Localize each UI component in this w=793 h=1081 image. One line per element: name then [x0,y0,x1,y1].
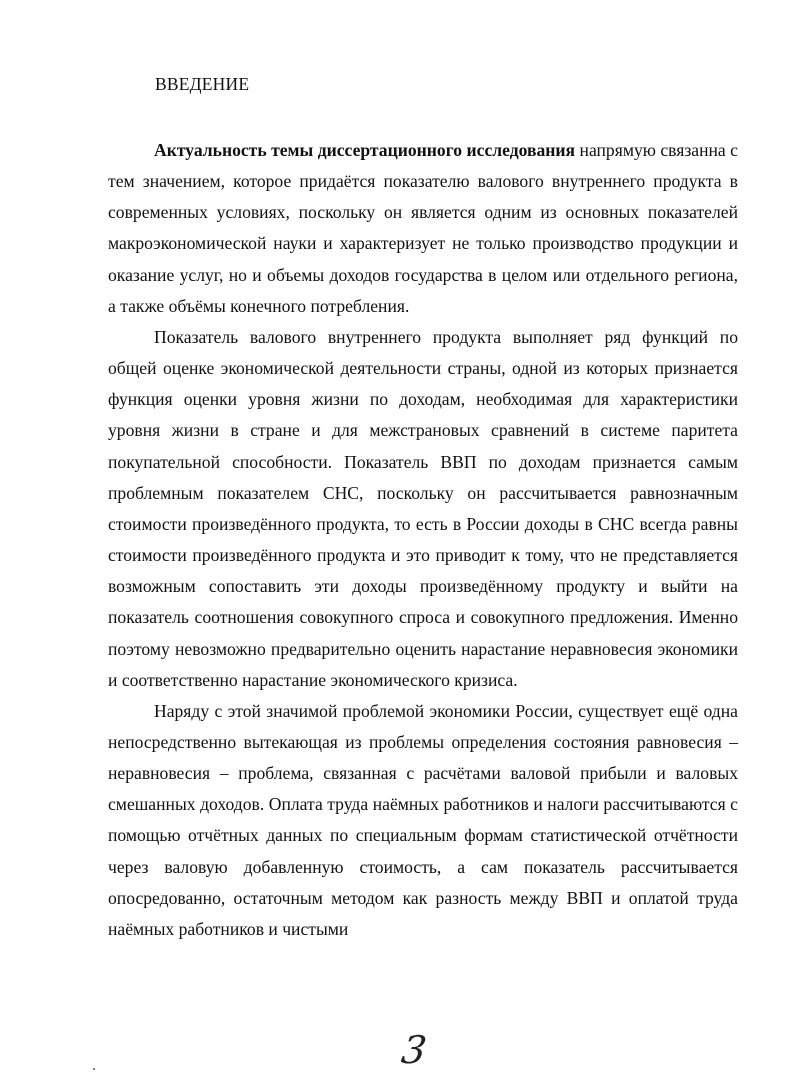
paragraph-1 [108,135,738,322]
body-text [108,135,738,945]
handwritten-page-number: 3 [398,1028,430,1072]
paragraph-1-text: напрямую связанна с тем значением, которое придаётся показателю валового внутреннего продукта в современных условиях, поскольку он является одним из основных показателей макроэкономической науки и характеризует не только производство продукции и оказание услуг, но и объемы доходов государства в целом или отдельного региона, а также объёмы конечного потребления. [108,140,738,316]
paragraph-2: Показатель валового внутреннего продукта выполняет ряд функций по общей оценке экономической деятельности страны, одной из которых признается функция оценки уровня жизни по доходам, необходимая для характеристики уровня жизни в стране и для межстрановых сравнений в системе паритета покупательной способности. Показатель ВВП по доходам признается самым проблемным показателем СНС, поскольку он рассчитывается равнозначным стоимости произведённого продукта, то есть в России доходы в СНС всегда равны стоимости произведённого продукта и это приводит к тому, что не представляется возможным сопоставить эти доходы произведённому продукту и выйти на показатель соотношения совокупного спроса и совокупного предложения. Именно поэтому невозможно предварительно оценить нарастание неравновесия экономики и соответственно нарастание экономического кризиса. [108,326,738,690]
section-heading: ВВЕДЕНИЕ [155,74,250,94]
paragraph-3: Наряду с этой значимой проблемой экономики России, существует ещё одна непосредственно вытекающая из проблемы определения состояния равновесия – неравновесия – проблема, связанная с расчётами валовой прибыли и валовых смешанных доходов. Оплата труда наёмных работников и налоги рассчитываются с помощью отчётных данных по специальным формам статистической отчётности через валовую добавленную стоимость, а сам показатель рассчитывается опосредованно, остаточным методом как разность между ВВП и оплатой труда наёмных работников и чистыми [108,700,738,939]
paragraph-1-bold-lead: Актуальность темы диссертационного исследования [154,140,576,160]
scan-speck [93,1068,95,1070]
